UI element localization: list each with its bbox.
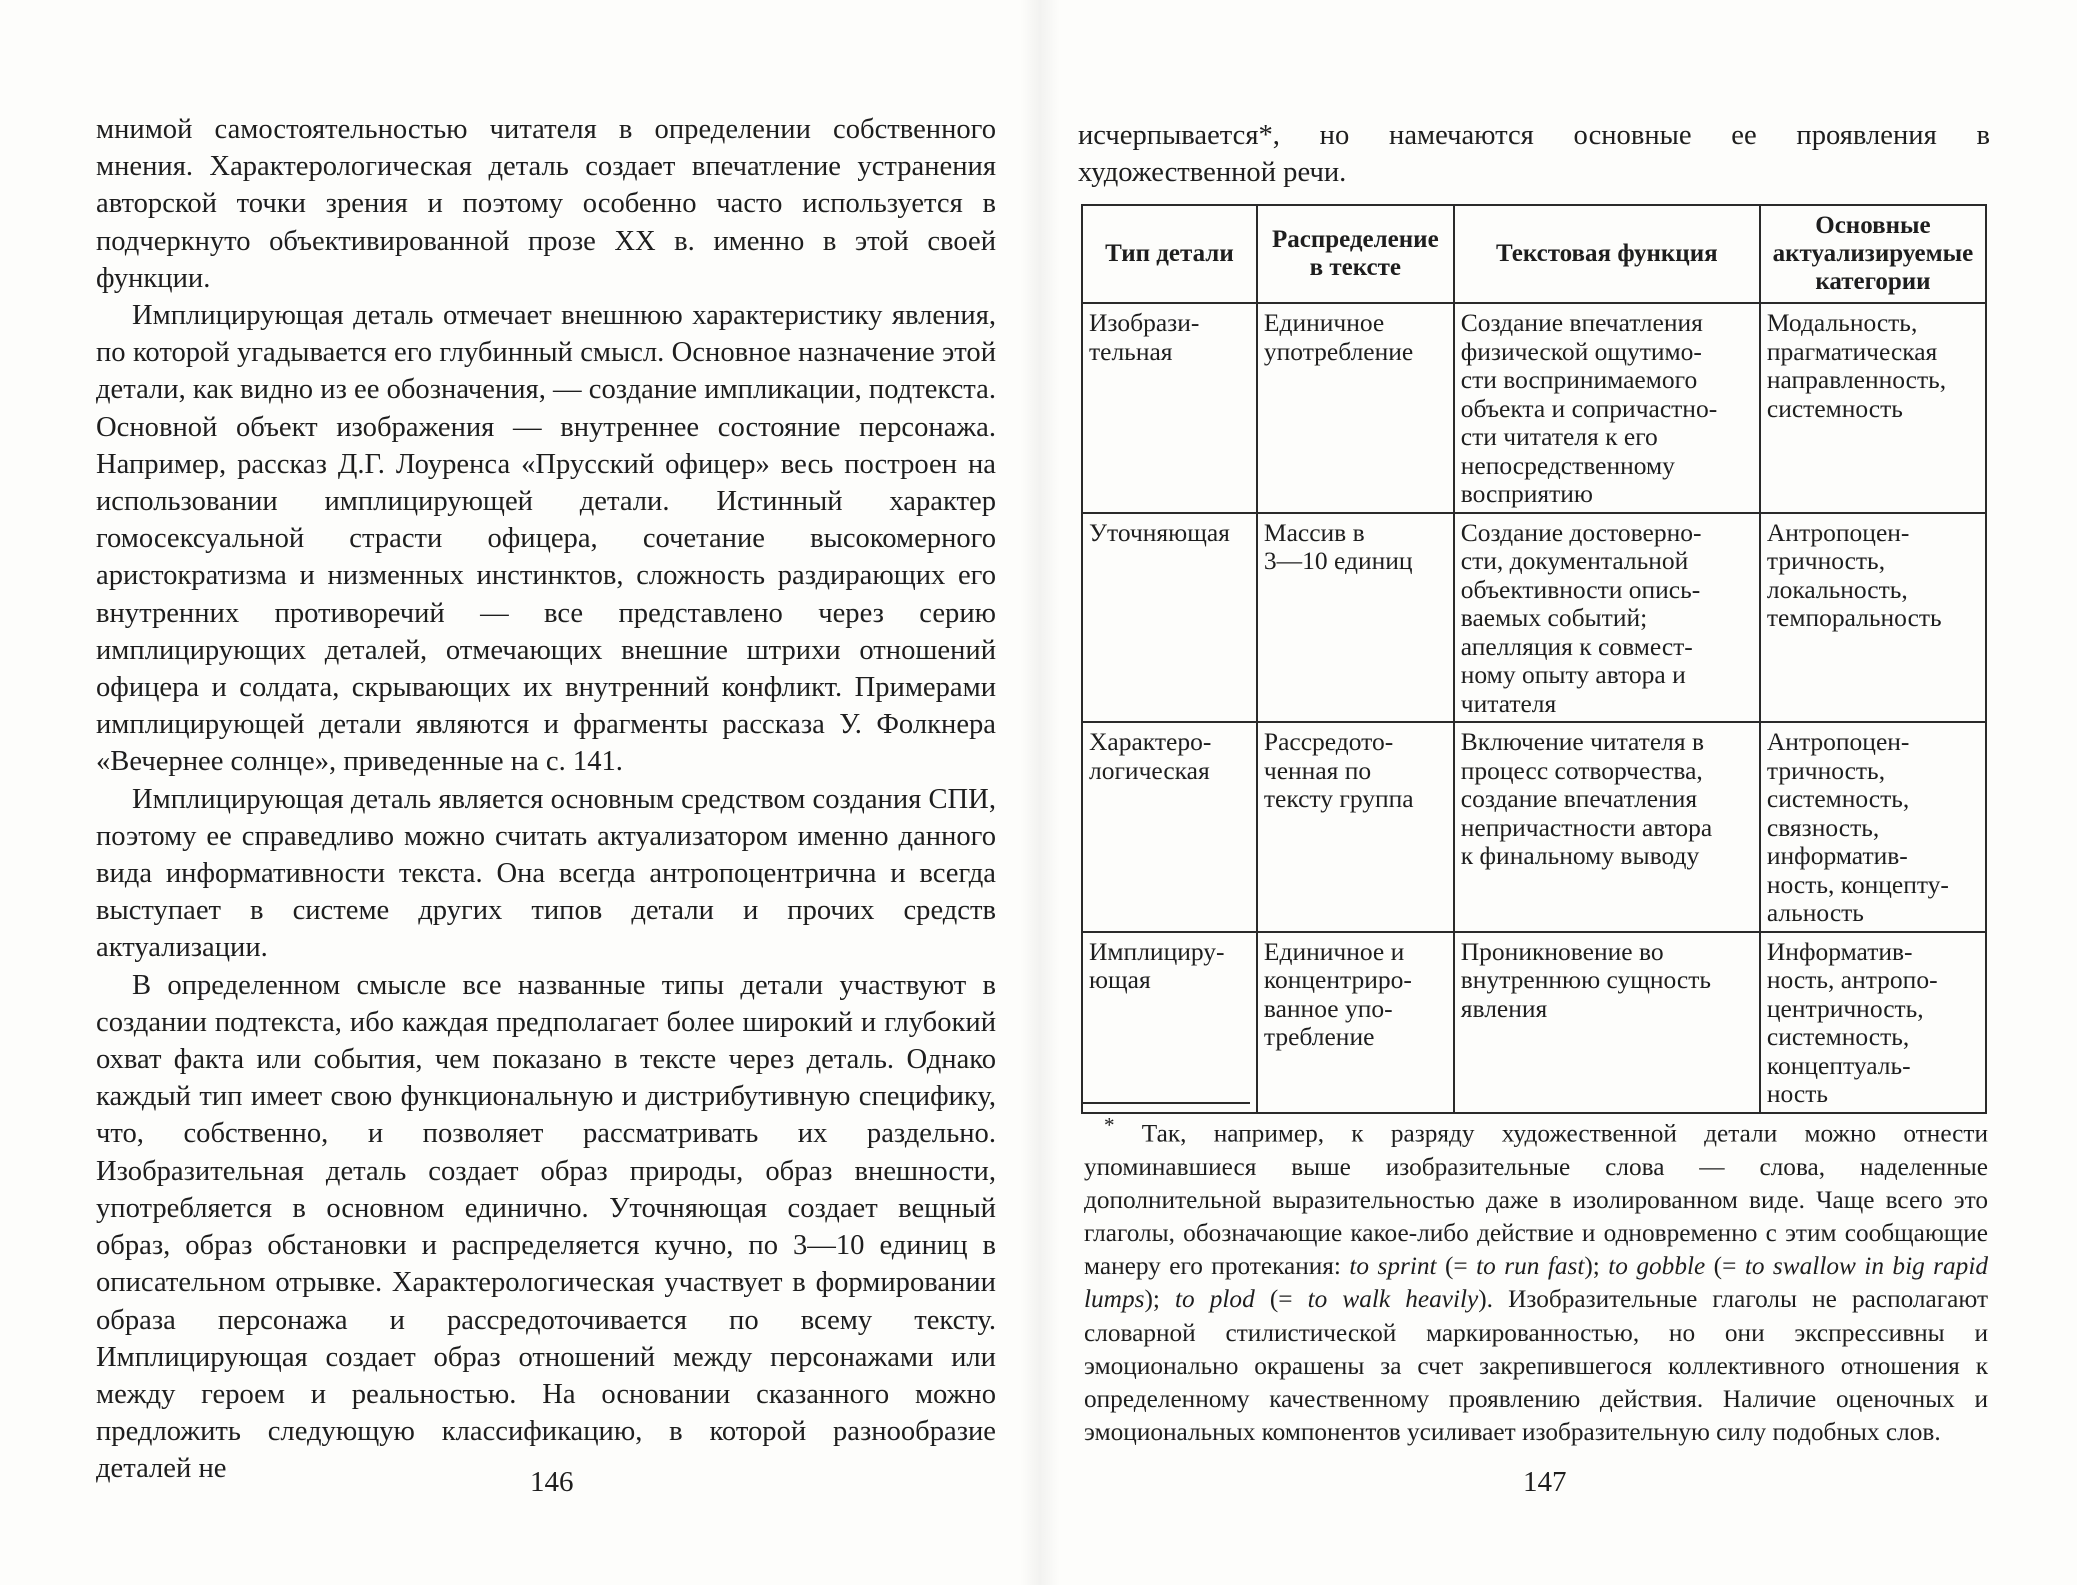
paragraph-4: В определенном смысле все названные типы детали участвуют в создании подтекста, ибо каждая предполагает более широкий и глубокий охват факта или события, чем показано в тексте через деталь. Однако каждый тип имеет свою функциональную и дистрибутивную специфику, что, собственно, и позволяет рассматривать их раздельно. Изобразительная деталь создает образ природы, образ внешности, употребляется в основном единично. Уточняющая создает вещный образ, образ обстановки и распределяется кучно, по 3—10 единиц в описательном отрывке. Характерологическая участвует в формировании образа персонажа и рассредоточивается по всему тексту. Имплицирующая создает образ отношений между персонажами или между героем и реальностью. На основании сказанного можно предложить следующую классификацию, в которой разнообразие деталей не bbox=[96, 969, 996, 1485]
cell-categories: Информатив- ность, антропо- центричность, системность, концептуаль- ность bbox=[1760, 932, 1986, 1113]
header-distribution: Распределение в тексте bbox=[1257, 205, 1454, 303]
footnote-sep: (= bbox=[1436, 1252, 1477, 1281]
example-gloss-3: to walk heavily bbox=[1307, 1285, 1479, 1314]
table-row bbox=[1082, 722, 1986, 932]
cell-distribution: Рассредото- ченная по тексту группа bbox=[1257, 722, 1454, 932]
left-page bbox=[0, 0, 1038, 1585]
table-row bbox=[1082, 932, 1986, 1113]
cell-function: Проникновение во внутреннюю сущность явления bbox=[1454, 932, 1760, 1113]
page-number-left: 146 bbox=[530, 1466, 574, 1498]
right-page bbox=[1038, 0, 2077, 1585]
footnote-sep: (= bbox=[1254, 1285, 1308, 1314]
footnote-sep: ); bbox=[1584, 1252, 1609, 1281]
footnote-sep: ); bbox=[1144, 1285, 1175, 1314]
detail-classification-table bbox=[1081, 204, 1987, 1114]
example-verb-2: to gobble bbox=[1608, 1252, 1706, 1281]
table-row bbox=[1082, 303, 1986, 513]
cell-type: Характеро- логическая bbox=[1082, 722, 1257, 932]
footnote-text-1: Так, например, к разряду художественной детали можно отнести упоминавшиеся выше изобразительные слова — слова, наделенные дополнительной выразительностью даже в изолированном виде. Чаще всего это глаголы, обозначающие какое-либо действие и одновременно с этим сообщающие манеру его протекания: bbox=[1084, 1119, 1988, 1281]
footnote-marker: * bbox=[1104, 1113, 1115, 1137]
paragraph-2: Имплицирующая деталь отмечает внешнюю характеристику явления, по которой угадывается его глубинный смысл. Основное назначение этой детали, как видно из ее обозначения, — создание импликации, подтекста. Основной объект изображения — внутреннее состояние персонажа. Например, рассказ Д.Г. Лоуренса «Прусский офицер» весь построен на использовании имплицирующей детали. Истинный характер гомосексуальной страсти офицера, сочетание высокомерного аристократизма и низменных инстинктов, сложность раздирающих его внутренних противоречий — все представлено через серию имплицирующих деталей, отмечающих внешние штрихи отношений офицера и солдата, скрывающих их внутренний конфликт. Примерами имплицирующей детали являются и фрагменты рассказа У. Фолкнера «Вечернее солнце», приведенные на с. 141. bbox=[96, 300, 996, 778]
cell-type: Изобрази- тельная bbox=[1082, 303, 1257, 513]
footnote-text-2: ). Изобразительные глаголы не располагают словарной стилистической маркированностью, но они экспрессивны и эмоционально окрашены за счет закрепившегося коллективного отношения к определенному качественному проявлению действия. Наличие оценочных и эмоциональных компонентов усиливает изобразительную силу подобных слов. bbox=[1084, 1285, 1988, 1447]
cell-categories: Антропоцен- тричность, системность, связность, информатив- ность, концепту- альность bbox=[1760, 722, 1986, 932]
example-verb-1: to sprint bbox=[1349, 1252, 1437, 1281]
left-page-text bbox=[96, 111, 996, 1488]
footnote-divider bbox=[1082, 1102, 1250, 1104]
header-detail-type: Тип детали bbox=[1082, 205, 1257, 303]
table-row bbox=[1082, 513, 1986, 723]
cell-distribution: Единичное употребление bbox=[1257, 303, 1454, 513]
cell-type: Уточняющая bbox=[1082, 513, 1257, 723]
example-verb-3: to plod bbox=[1175, 1285, 1255, 1314]
example-gloss-1: to run fast bbox=[1476, 1252, 1585, 1281]
table-header-row bbox=[1082, 205, 1986, 303]
footnote-sep: (= bbox=[1705, 1252, 1745, 1281]
paragraph-3: Имплицирующая деталь является основным средством создания СПИ, поэтому ее справедливо можно считать актуализатором именно данного вида информативности текста. Она всегда антропоцентрична и всегда выступает в системе других типов детали и прочих средств актуализации. bbox=[96, 783, 996, 964]
cell-distribution: Единичное и концентриро- ванное упо- требление bbox=[1257, 932, 1454, 1113]
cell-function: Включение читателя в процесс сотворчества, создание впечатления непричастности автора к финальному выводу bbox=[1454, 722, 1760, 932]
paragraph-1: мнимой самостоятельностью читателя в определении собственного мнения. Характерологическая деталь создает впечатление устранения авторской точки зрения и поэтому особенно часто используется в подчеркнуто объективированной прозе XX в. именно в этой своей функции. bbox=[96, 114, 996, 294]
footnote bbox=[1084, 1109, 1988, 1449]
cell-distribution: Массив в 3—10 единиц bbox=[1257, 513, 1454, 723]
right-page-intro bbox=[1078, 117, 1990, 191]
cell-function: Создание впечатления физической ощутимо- сти воспринимаемого объекта и сопричастно- сти читателя к его непосредственному восприятию bbox=[1454, 303, 1760, 513]
page-number-right: 147 bbox=[1523, 1466, 1567, 1498]
cell-categories: Модальность, прагматическая направленность, системность bbox=[1760, 303, 1986, 513]
header-text-function: Текстовая функция bbox=[1454, 205, 1760, 303]
cell-categories: Антропоцен- тричность, локальность, темпоральность bbox=[1760, 513, 1986, 723]
example-gloss-2: to swallow in big rapid lumps bbox=[1084, 1252, 1988, 1314]
header-categories: Основные актуализируемые категории bbox=[1760, 205, 1986, 303]
intro-paragraph: исчерпывается*, но намечаются основные ее проявления в художественной речи. bbox=[1078, 120, 1990, 189]
cell-function: Создание достоверно- сти, документальной объективности опись- ваемых событий; апелляция к совмест- ному опыту автора и читателя bbox=[1454, 513, 1760, 723]
cell-type: Имплициру- ющая bbox=[1082, 932, 1257, 1113]
